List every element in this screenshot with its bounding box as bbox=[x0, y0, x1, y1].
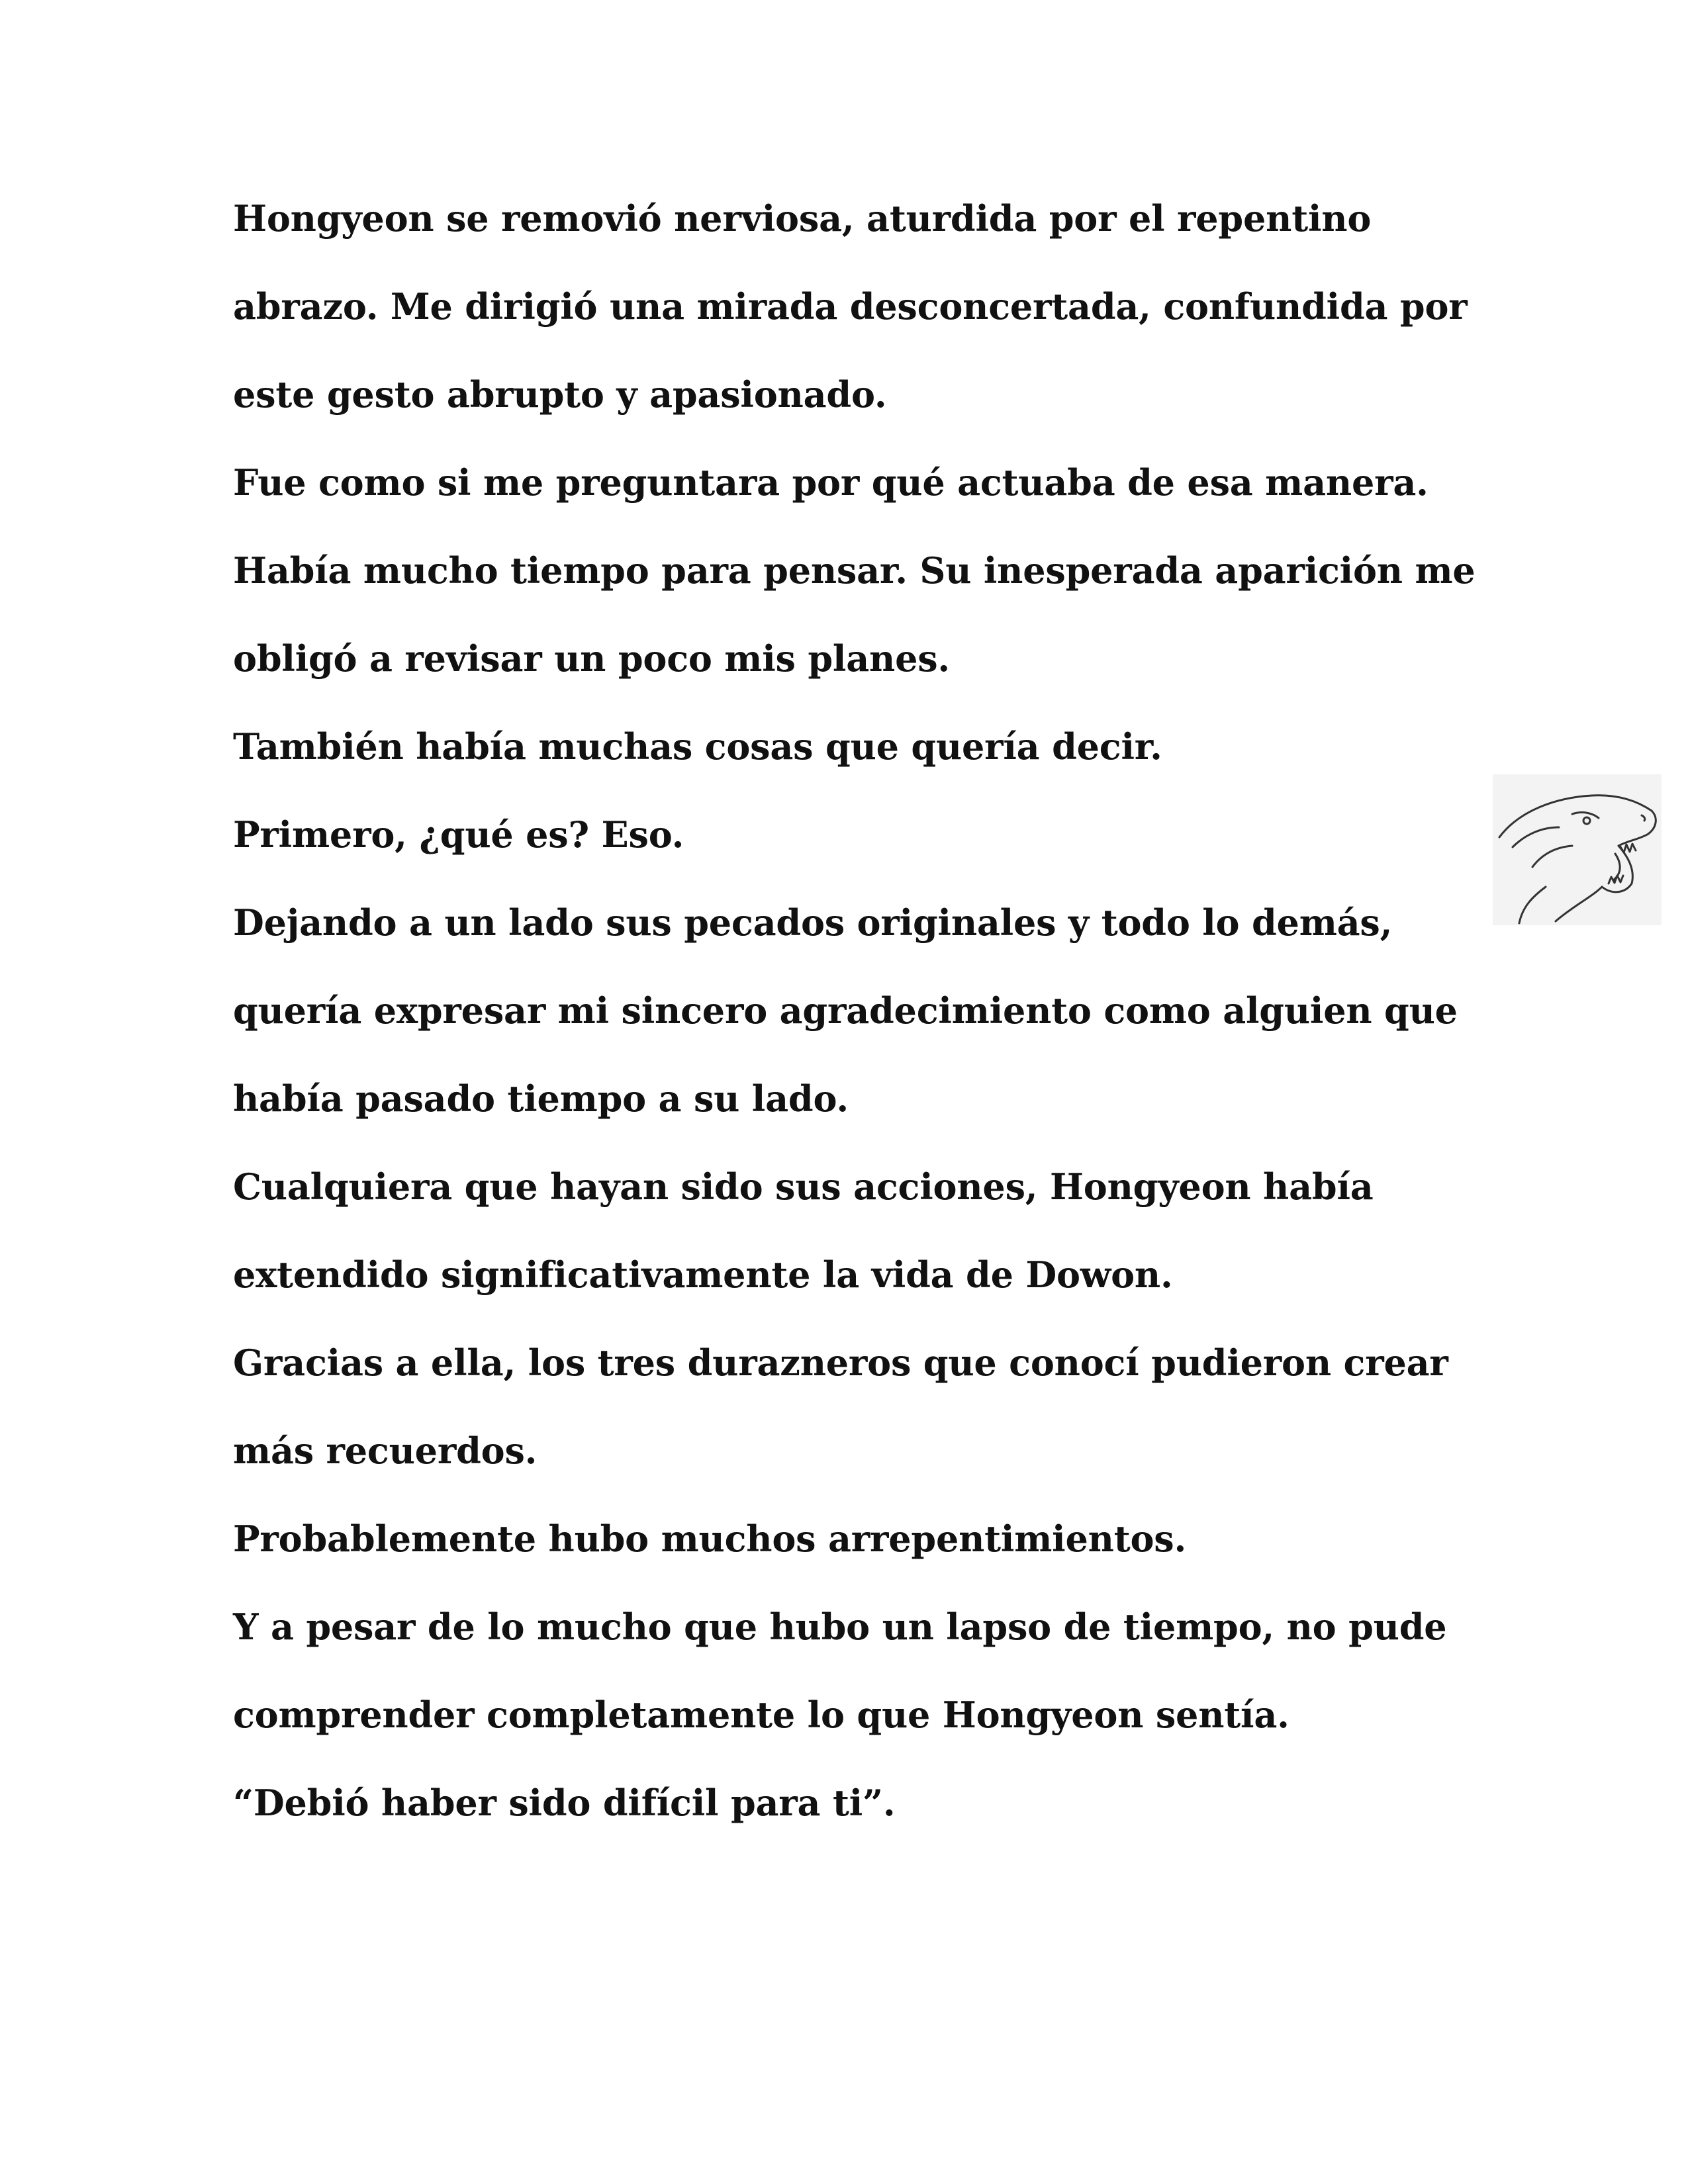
text-line: Dejando a un lado sus pecados originales y todo lo demás, bbox=[233, 901, 1393, 944]
dinosaur-head-icon bbox=[1493, 774, 1662, 925]
text-line: Gracias a ella, los tres durazneros que conocí pudieron crear bbox=[233, 1342, 1448, 1384]
text-line: comprender completamente lo que Hongyeon sentía. bbox=[233, 1694, 1289, 1736]
text-line: quería expresar mi sincero agradecimiento como alguien que bbox=[233, 989, 1458, 1032]
text-line: Primero, ¿qué es? Eso. bbox=[233, 813, 684, 856]
text-line: este gesto abrupto y apasionado. bbox=[233, 373, 887, 416]
text-line: Fue como si me preguntara por qué actuaba de esa manera. bbox=[233, 461, 1429, 504]
body-text bbox=[233, 192, 1477, 1864]
text-line: había pasado tiempo a su lado. bbox=[233, 1077, 849, 1120]
text-line: Hongyeon se removió nerviosa, aturdida por el repentino bbox=[233, 197, 1372, 240]
text-line: extendido significativamente la vida de Dowon. bbox=[233, 1253, 1173, 1296]
text-line: Y a pesar de lo mucho que hubo un lapso de tiempo, no pude bbox=[233, 1606, 1447, 1648]
text-line: “Debió haber sido difícil para ti”. bbox=[233, 1782, 896, 1824]
text-line: Cualquiera que hayan sido sus acciones, Hongyeon había bbox=[233, 1165, 1374, 1208]
text-line: Había mucho tiempo para pensar. Su inesperada aparición me bbox=[233, 549, 1476, 592]
text-line: obligó a revisar un poco mis planes. bbox=[233, 637, 951, 680]
text-line: más recuerdos. bbox=[233, 1430, 538, 1472]
text-line: abrazo. Me dirigió una mirada desconcertada, confundida por bbox=[233, 285, 1468, 328]
text-line: Probablemente hubo muchos arrepentimientos. bbox=[233, 1518, 1187, 1560]
text-line: También había muchas cosas que quería decir. bbox=[233, 725, 1162, 768]
